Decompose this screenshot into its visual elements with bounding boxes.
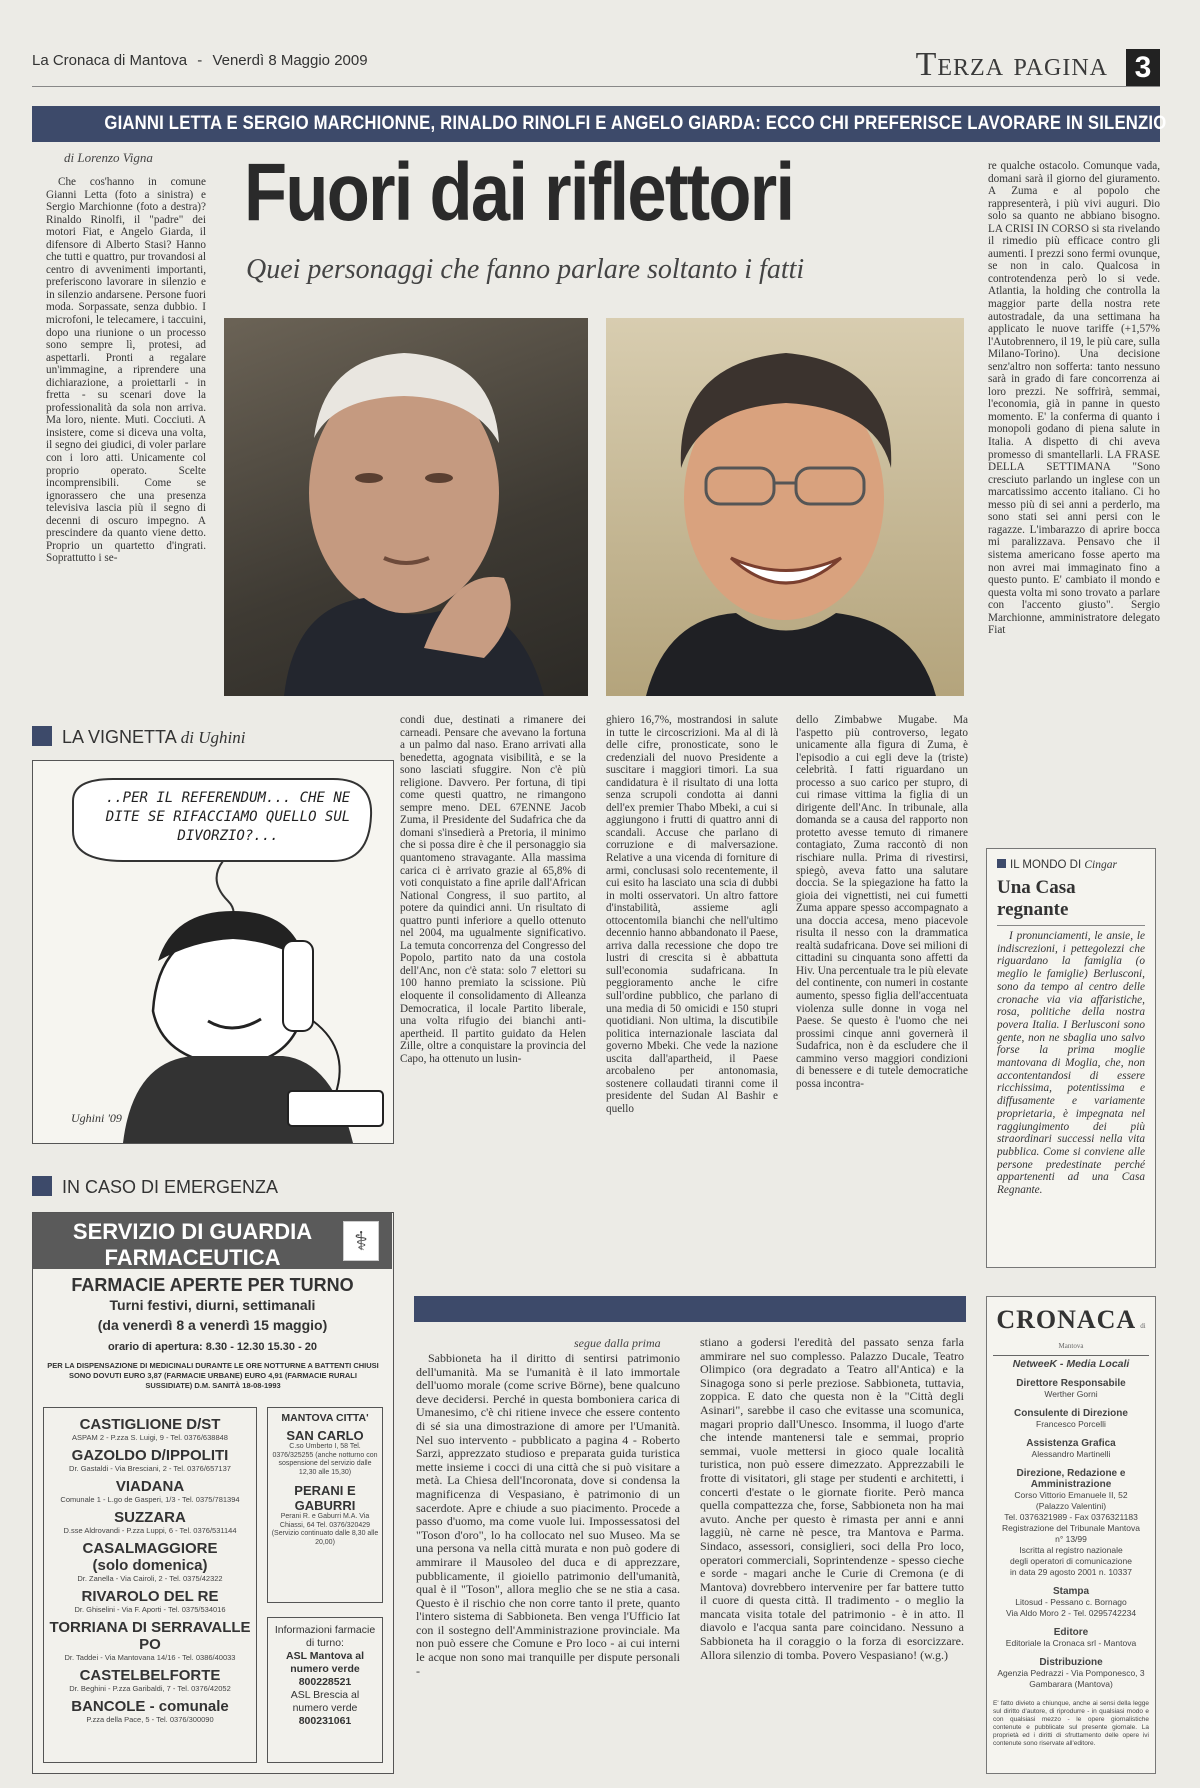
period-line: (da venerdì 8 a venerdì 15 maggio) [97, 1317, 328, 1333]
info-box [267, 1617, 383, 1763]
top-banner: GIANNI LETTA E SERGIO MARCHIONNE, RINALDO RINOLFI E ANGELO GIARDA: ECCO CHI PREFERISCE LAVORARE IN SILENZIO [32, 106, 1160, 142]
pharmacy-name: PERANI E GABURRI [294, 1483, 356, 1513]
pharmacy-detail: ASPAM 2 - P.zza S. Luigi, 9 - Tel. 0376/638848 [72, 1433, 228, 1442]
bottom-article-bar [414, 1296, 966, 1322]
emergenza-header: IN CASO DI EMERGENZA [32, 1176, 278, 1198]
masthead-role: Direttore Responsabile [1016, 1378, 1126, 1389]
speech-bubble-text: ..PER IL REFERENDUM... CHE NE DITE SE RIFACCIAMO QUELLO SUL DIVORZIO?... [105, 790, 351, 844]
page-number: 3 [1126, 49, 1160, 87]
masthead-role-detail: in data 29 agosto 2001 n. 10337 [1010, 1567, 1132, 1577]
citta-label: MANTOVA CITTA' [281, 1412, 369, 1424]
night-note: PER LA DISPENSAZIONE DI MEDICINALI DURANTE LE ORE NOTTURNE A BATTENTI CHIUSI SONO DOVUTI EURO 3,87 (FARMACIE URBANE) EURO 4,91 (FARMACIE RURALI SUSSIDIATE) D.M. SANITÀ 18-08-1993 [47, 1361, 379, 1390]
bottom-col-1: Sabbioneta ha il diritto di sentirsi patrimonio dell'umanità. Ma se l'umanità è il lato immortale dell'uomo morale (come scrive Börne), bene qualcuno deve decidersi. Perché in questa bomboniera carica di Umanesimo, c'è chi ritiene invece che essere contento di sé sia una dimostrazione di amore per l'Umanità. Nel suo intervento - pubblicato a pagina 4 - Roberto Sarzi, apprezzato studioso e preparata guida turistica mette insieme i cocci di una città che si può visitare a metà. La Chiesa dell'Incoronata, dove si condensa la magnificenza di Vespasiano, è patrimonio di un sacerdote. Apre e chiude a suo piacimento. Procede a passo d'uomo, ma come vuole lui. Impossessatosi del "Toson d'oro", lo ha collocato nel suo Museo. Ma se una persona va nella città murata e non può godere di ammirare il Mausoleo del duca e di apprezzare, pubblicamente, il gioiello patrimonio dell'umanità, qual è il "Toson", allora meglio che se ne stia a casa. Questo è il rischio che non corre tanto il prete, quanto l'intero sistema di Sabbioneta. Ben venga l'Ufficio Iat con il sostegno dell'Amministrazione provinciale. Ma non può essere che Comune e Pro loco - ai cui interni le acque non sono mai tranquille per dispute personali - [416, 1352, 680, 1678]
vignetta-header: LA VIGNETTA di Ughini [32, 726, 245, 748]
masthead-role-detail: Tel. 0376321989 - Fax 0376321183 [1004, 1512, 1138, 1522]
masthead-role-detail: n° 13/99 [1055, 1534, 1087, 1544]
masthead-role-detail: Editoriale la Cronaca srl - Mantova [1005, 1638, 1137, 1648]
service-title: SERVIZIO DI GUARDIA FARMACEUTICA [33, 1213, 392, 1269]
masthead-role-detail: Via Aldo Moro 2 - Tel. 0295742234 [1005, 1608, 1137, 1618]
pharmacy-name: CASTELBELFORTE [79, 1667, 221, 1684]
subheadline: Quei personaggi che fanno parlare soltanto i fatti [246, 254, 805, 285]
pharmacy-name: SUZZARA [114, 1509, 186, 1526]
pharmacy-detail: D.sse Aldrovandi - P.zza Luppi, 6 - Tel. 0376/531144 [63, 1526, 237, 1535]
article-col-5: re qualche ostacolo. Comunque vada, domani sarà il giorno del giuramento. A Zuma e al popolo che rappresenterà, i più vivi auguri. Dio solo sa quanto ne abbiano bisogno. LA CRISI IN CORSO si sta rivelando il rimedio più efficace contro gli aumenti. I prezzi sono fermi ovunque, se non in calo. Qualcosa in controtendenza però lo si vede. Atlantia, la holding che controlla la maggior parte della nostra rete autostradale, da una settimana ha applicato le nuove tariffe (+1,57% l'Autobrennero, il 19, le più care, sulla Milano-Torino). Una decisione senz'altro non sofferta: tanto nessuno sarà in grado di fare concorrenza ai loro prezzi. Ne soffrirà, semmai, l'economia, già in panne in questo momento. E' la conferma di quanto i monopoli godano di piena salute in Italia. A dispetto di chi aveva promesso di smantellarli. LA FRASE DELLA SETTIMANA "Sono cresciuto parlando un inglese con un marcatissimo accento italiano. Ci ho messo più di sei anni a perderlo, ma sono stati sei anni persi con le ragazze. L'imbarazzo di aprire bocca mi paralizzava. Pensavo che il sistema americano fosse aperto ma non avrei mai immaginato fino a questo punto. E' cambiato il mondo e questa volta mi sono trovato a parlare con l'accento giusto". Sergio Marchionne, amministratore delegato Fiat [988, 160, 1160, 637]
article-col-3: ghiero 16,7%, mostrandosi in salute in tutte le circoscrizioni. Ma al di là delle cifre, pronosticate, sono le credenziali del nuovo Presidente a suscitare i maggiori timori. La sua candidatura è il risultato di una lotta senza scrupoli condotta ai danni dell'ex premier Thabo Mbeki, a cui si aggiungono i frutti di quattro anni di scandali. Accuse che parlano di corruzione e di malversazione. Relative a una vicenda di forniture di armi, conclusasi solo recentemente, il cui esito ha lasciato una scia di dubbi in molti osservatori. Un altro fattore d'instabilità, assieme agli ottocentomila bianchi che nell'ultimo decennio hanno abbandonato il Paese, arriva dalla recessione che dopo tre lustri di crescita si è abbattuta sull'economia sudafricana. In peggioramento anche le cifre sull'ordine pubblico, che parlano di una media di 50 omicidi e 150 stupri quotidiani. Non ultima, la discutibile politica internazionale lasciata dal governo Mbeki. Che vede la nazione uscita dall'apartheid, il Paese arcobaleno per antonomasia, sostenere collaudati tiranni come il presidente del Sudan Al Bashir e quello [606, 714, 778, 1115]
provincia-list [43, 1407, 257, 1763]
masthead-role: Assistenza Grafica [1026, 1438, 1116, 1449]
masthead-role-detail: Corso Vittorio Emanuele II, 52 [1014, 1490, 1128, 1500]
caduceus-icon: ⚕ [343, 1221, 379, 1261]
masthead-role-detail: (Palazzo Valentini) [1035, 1501, 1107, 1511]
section-marker-icon [32, 1176, 52, 1196]
pharmacy-detail: Dr. Gastaldi - Via Bresciani, 2 - Tel. 0376/657137 [69, 1464, 231, 1473]
mondo-label: IL MONDO DI Cingar [997, 859, 1145, 871]
farmacie-subtitle: FARMACIE APERTE PER TURNO [71, 1275, 354, 1295]
pharmacy-detail: P.zza della Pace, 5 - Tel. 0376/300090 [86, 1715, 214, 1724]
pharmacy-name: VIADANA [115, 1478, 185, 1495]
pharmacy-name: BANCOLE - comunale [71, 1698, 229, 1715]
masthead-disclaimer: E' fatto divieto a chiunque, anche ai sensi della legge sul diritto d'autore, di riprodurre - in qualsiasi modo e con qualsiasi mezzo - le opere giornalistiche contenute e pubblicate sul presente giornale. La proprietà ed i diritti di sfruttamento delle opere ivi contenute sono riservate all'editore. [993, 1700, 1149, 1747]
article-col-1: Che cos'hanno in comune Gianni Letta (foto a sinistra) e Sergio Marchionne (foto a destra)? Rinaldo Rinolfi, il "padre" dei motori Fiat, e Angelo Giarda, il difensore di Alberto Stasi? Hanno che tutti e quattro, pur trovandosi al centro di avvenimenti importanti, preferiscono lavorare in silenzio e in silenzio andarsene. Persone fuori moda. Sorpassate, senza dubbio. I microfoni, le telecamere, i taccuini, dopo una riunione o un processo sono sempre lì, protesi, ad aspettarli. Pronti a regalare un'immagine, a riprendere una dichiarazione, a proiettarli - in fretta - su scenari dove la professionalità da sola non arriva. Ma loro, niente. Muti. Cocciuti. A insistere, come si diceva una volta, il segno dei giudici, di voler parlare con i loro atti. Unicamente col proprio operato. Scelte incomprensibili. Come se ignorassero che una presenza televisiva lascia più il segno di decenni di oscuro impegno. A prescindere da quanto viene detto. Proprio un quartetto d'ingrati. Soprattutto i se- [46, 176, 206, 565]
pharmacy-detail: Dr. Beghini - P.zza Garibaldi, 7 - Tel. 0376/42052 [69, 1684, 231, 1693]
masthead-role-detail: Gambarara (Mantova) [1029, 1679, 1113, 1689]
header-rule [32, 86, 1160, 87]
masthead-roles [993, 1378, 1149, 1690]
masthead-role: Direzione, Redazione e Amministrazione [1016, 1468, 1126, 1490]
masthead-role-detail: Litosud - Pessano c. Bornago [1015, 1597, 1127, 1607]
pharmacy-detail: Comunale 1 - L.go de Gasperi, 1/3 - Tel. 0375/781394 [60, 1495, 240, 1504]
pharmacy-name: RIVAROLO DEL RE [81, 1588, 219, 1605]
masthead-role: Stampa [1052, 1586, 1090, 1597]
masthead-role-detail: Alessandro Martinelli [1031, 1449, 1111, 1459]
vignetta-box [32, 760, 394, 1144]
pharmacy-detail: Dr. Ghiselini - Via F. Aporti - Tel. 0375/534016 [74, 1605, 226, 1614]
pharmacy-name: SAN CARLO [286, 1428, 364, 1443]
info-mantova-number: 800228521 [298, 1676, 352, 1688]
masthead-box [986, 1296, 1156, 1774]
section-marker-icon [997, 859, 1006, 868]
info-title: Informazioni farmacie di turno: [274, 1624, 376, 1649]
newspaper-header [32, 52, 368, 69]
bottom-col-2: stiano a godersi l'eredità del passato senza farla ammirare nel suo complesso. Palazzo Ducale, Teatro Olimpico (ora degradato a Teatro all'Antica) e la Sinagoga sono si perle preziose. Sabbioneta, tuttavia, zoppica. E dato che questa non è la "Città degli Asinari", sarebbe il caso che evitasse una scomunica, magari proprio dall'Unesco. Insomma, il luogo d'arte che intende mantenersi tale e semmai, proprio semmai, vuole mettersi in gioco quale località turistica, non può essere dimezzato. Apprezzabili le frotte di visitatori, gli stage per studenti e architetti, i concerti d'estate o le giornate fiorite. Però manca quella compattezza che, forse, Sabbioneta non ha mai avuto. Anche per questo è rimasta per anni e anni laggiù, nè carne nè pesce, tra Mantova e Parma. Sindaco, assessori, consiglieri, soci della Pro loco, operatori commerciali, Soprintendenze - spesso cieche e sorde - magari anche le Curie di Cremona (e di Mantova) dovrebbero intervenire per far battere tutto il cuore di questa città. Il tradimento - o meglio la mancata visita totale del patrimonio - è in atto. Il diavolo e l'acqua santa pare coincidano. Nessuno a Sabbioneta ha il coraggio o la forza di esorcizzare. Allora silenzio di tomba. Povero Vespasiano! (w.g.) [700, 1336, 964, 1662]
segue-label: segue dalla prima [574, 1336, 661, 1350]
headline: Fuori dai riflettori [244, 147, 794, 238]
section-title: Terza pagina [915, 46, 1108, 83]
turni-line: Turni festivi, diurni, settimanali [109, 1297, 316, 1313]
pharmacy-name: CASTIGLIONE D/ST [79, 1416, 221, 1433]
masthead-role-detail: degli operatori di comunicazione [1010, 1556, 1132, 1566]
photo-gianni-letta [224, 318, 588, 696]
mondo-box [986, 848, 1156, 1268]
masthead-role-detail: Agenzia Pedrazzi - Via Pomponesco, 3 [997, 1668, 1145, 1678]
farmacie-box [32, 1212, 394, 1774]
article-col-4: dello Zimbabwe Mugabe. Ma l'aspetto più controverso, legato unicamente alla figura di Zuma, è l'episodio a cui egli deve la (triste) celebrità. I fatti riguardano un processo a suo carico per stupro, di cui rimase vittima la figlia di un dirigente dell'Anc. In tribunale, alla domanda se a causa del rapporto non protetto avesse temuto di rimanere contagiato, Zuma raccontò di non rischiare nulla. Prima di rivestirsi, spiegò, aveva fatto una salutare doccia. Se la spiegazione ha fatto la gioia dei vignettisti, nei cui fumetti Zuma appare spesso accompagnato a una doccia accesa, meno piacevole risulta il nesso con la drammatica realtà sudafricana. Dove sei milioni di cittadini su cinquanta sono affetti da Hiv. Una percentuale tra le più elevate del continente, con numeri in costante aumento, spesso figlia dell'accentuata violenza sulle donne in voga nel Paese. Se questo è l'uomo che nei prossimi cinque anni governerà il Sudafrica, non è da escludere che il cammino verso maggiori condizioni di benessere e di tutele democratiche possa incontra- [796, 714, 968, 1090]
pharmacy-name: TORRIANA DI SERRAVALLE PO [49, 1619, 251, 1653]
info-asl-brescia: ASL Brescia al numero verde [290, 1689, 360, 1714]
pharmacy-name: CASALMAGGIORE [82, 1540, 218, 1557]
info-asl-mantova: ASL Mantova al numero verde [286, 1650, 364, 1675]
hours-line: orario di apertura: 8.30 - 12.30 15.30 - 20 [107, 1341, 318, 1353]
pharmacy-detail: C.so Umberto I, 58 Tel. 0376/325255 (anche notturno con sospensione del servizio dalle 12,30 alle 15,30) [272, 1443, 378, 1476]
masthead-role: Distribuzione [1039, 1657, 1103, 1668]
pharmacy-name: GAZOLDO D/IPPOLITI [71, 1447, 229, 1464]
byline: di Lorenzo Vigna [64, 150, 153, 165]
article-col-2: condi due, destinati a rimanere dei carneadi. Pensare che avevano la fortuna a un palmo dal naso. Erano arrivati alla benedetta, agognata visibilità, e se la sono lasciati sfuggire. Non c'è più religione. Davvero. Per fortuna, di tipi come questi quattro, ne rimangono sempre meno. DEL 67ENNE Jacob Zuma, il Presidente del Sudafrica che da domani s'insedierà a Pretoria, il minimo che si possa dire è che il personaggio sia quantomeno stravagante. Alla massima carica ci è arrivato grazie al 65,8% di voti conquistato a fine aprile dall'African National Congress, il suo partito, al potere da quindici anni. Un risultato di quattro punti inferiore a quello ottenuto nel 2004, ma ugualmente significativo. La temuta concorrenza del Congresso del Popolo, partito nato da una costola dell'Anc, non c'è stata: solo 7 elettori su 100 hanno premiato la scissione. Più eloquente il consolidamento di Alleanza Democratica, il locale Partito liberale, una volta rifugio dei bianchi anti-apertheid. Il partito guidato da Helen Zille, oltre a conquistare la provincia del Capo, ha ottenuto un lusin- [400, 714, 586, 1065]
cartoon-signature: Ughini '09 [71, 1111, 122, 1125]
masthead-role-detail: Iscritta al registro nazionale [1019, 1545, 1123, 1555]
newspaper-name: La Cronaca di Mantova [32, 52, 188, 69]
info-brescia-number: 800231061 [298, 1715, 352, 1727]
pharmacy-detail: Perani R. e Gaburri M.A. Via Chiassi, 64 Tel. 0376/320429 (Servizio continuato dalle 8,30 alle 20,00) [271, 1513, 379, 1546]
masthead-tagline: NetweeK - Media Locali [1012, 1358, 1130, 1370]
pharmacy-note: (solo domenica) [92, 1557, 208, 1574]
pharmacy-detail: Dr. Zanella - Via Cairoli, 2 - Tel. 0375/42322 [77, 1574, 223, 1583]
masthead-logo: CRONACA di Mantova [993, 1305, 1149, 1356]
masthead-role-detail: Registrazione del Tribunale Mantova [1002, 1523, 1140, 1533]
header-separator: - [197, 52, 203, 69]
masthead-role: Editore [1053, 1627, 1089, 1638]
masthead-role-detail: Werther Gorni [1044, 1389, 1098, 1399]
masthead-role: Consulente di Direzione [1014, 1408, 1128, 1419]
photo-sergio-marchionne [606, 318, 964, 696]
mondo-title: Una Casa regnante [997, 877, 1145, 926]
mondo-text: I pronunciamenti, le ansie, le indiscrezioni, i pettegolezzi che riguardano la famiglia (o meglio le famiglie) Berlusconi, sono da tempo al centro delle cronache via via affaristiche, rosa, politiche della nostra povera Italia. I Berlusconi sono gente, non ne sbaglia uno salvo forse la prima moglie mantovana di Moglia, che, non accontentandosi di essere ricchissima, potentissima e diffusamente e variamente proprietaria, è impegnata nel raggiungimento dei più straordinari successi nella vita pubblica. Come si conviene alle persone predestinate perché appartenenti ad una Casa Regnante. [997, 930, 1145, 1197]
section-marker-icon [32, 726, 52, 746]
masthead-role-detail: Francesco Porcelli [1036, 1419, 1106, 1429]
issue-date: Venerdì 8 Maggio 2009 [212, 52, 368, 69]
pharmacy-detail: Dr. Taddei - Via Mantovana 14/16 - Tel. 0386/40033 [64, 1653, 236, 1662]
citta-box [267, 1407, 383, 1603]
